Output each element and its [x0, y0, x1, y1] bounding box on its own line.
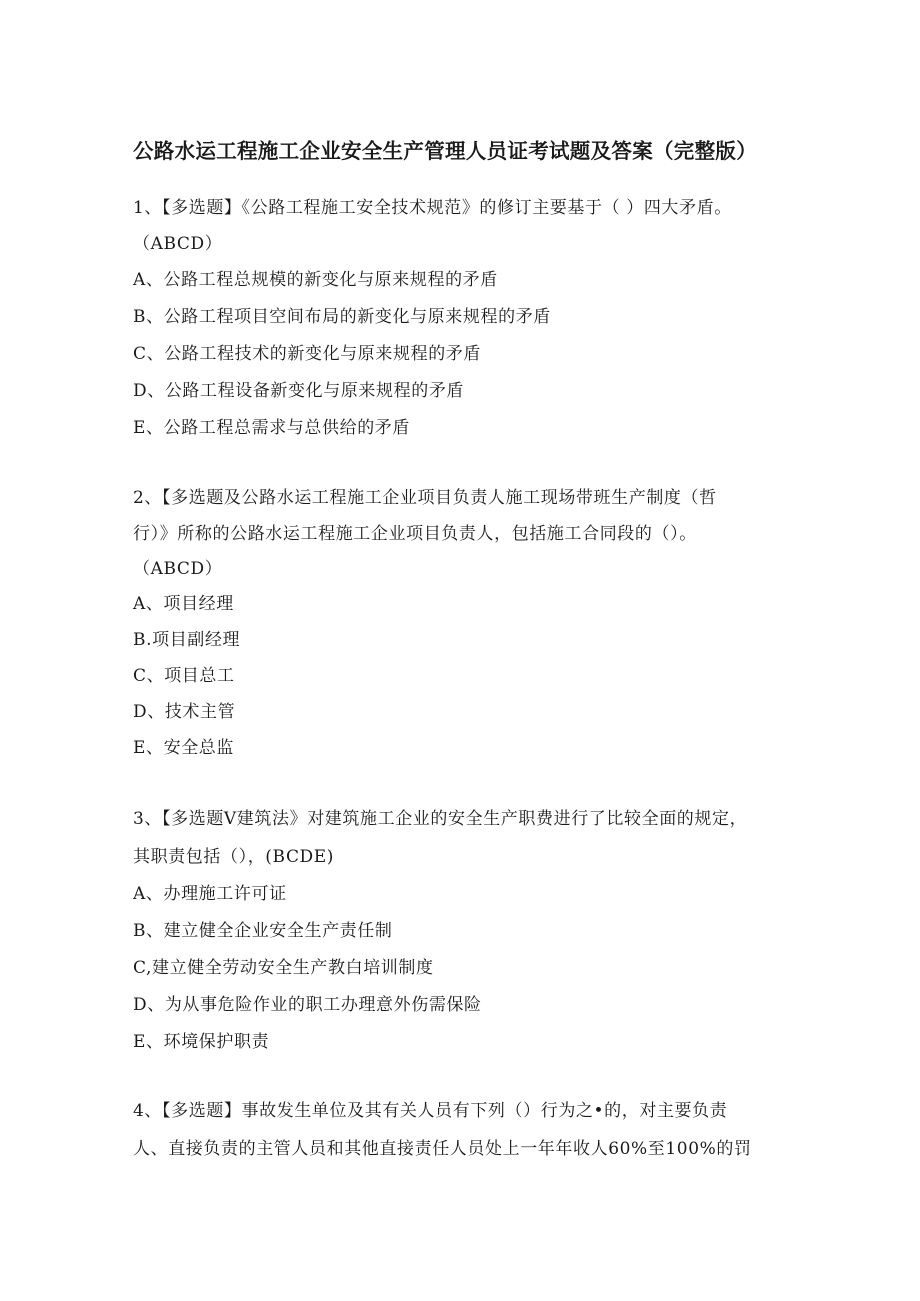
option-d: D、公路工程设备新变化与原来规程的矛盾 — [133, 381, 465, 401]
question-stem-line: 3、【多选题V建筑法》对建筑施工企业的安全生产职费进行了比较全面的规定， — [133, 809, 748, 829]
option-e: E、安全总监 — [133, 738, 235, 758]
question-1 — [133, 190, 793, 447]
option-a: A、公路工程总规模的新变化与原来规程的矛盾 — [133, 270, 498, 290]
option-e: E、公路工程总需求与总供给的矛盾 — [133, 418, 411, 438]
option-d: D、技术主管 — [133, 702, 236, 722]
option-list — [133, 586, 793, 766]
question-stem-line: 人、直接负责的主管人员和其他直接责任人员处上一年年收人60%至100%的罚 — [133, 1139, 752, 1159]
answer-key: （ABCD） — [133, 559, 223, 579]
option-list — [133, 876, 793, 1061]
question-stem-line: 2、【多选题及公路水运工程施工企业项目负责人施工现场带班生产制度（哲 — [133, 488, 717, 508]
option-d: D、为从事危险作业的职工办理意外伤需保险 — [133, 995, 482, 1015]
option-e: E、环境保护职责 — [133, 1032, 270, 1052]
document-title: 公路水运工程施工企业安全生产管理人员证考试题及答案（完整版） — [133, 139, 757, 163]
option-a: A、办理施工许可证 — [133, 884, 287, 904]
question-stem — [133, 800, 793, 876]
question-stem — [133, 1092, 793, 1168]
option-b: B、建立健全企业安全生产责任制 — [133, 921, 393, 941]
option-c: C,建立健全劳动安全生产教白培训制度 — [133, 958, 434, 978]
question-2 — [133, 480, 793, 766]
question-stem — [133, 480, 793, 586]
question-stem-line: 4、【多选题】事故发生单位及其有关人员有下列（）行为之•的，对主要负责 — [133, 1101, 728, 1121]
question-stem-line: 其职责包括（），(BCDE) — [133, 847, 335, 867]
answer-key: （ABCD） — [133, 234, 223, 254]
option-a: A、项目经理 — [133, 594, 234, 614]
question-4 — [133, 1092, 793, 1168]
option-c: C、公路工程技术的新变化与原来规程的矛盾 — [133, 344, 482, 364]
question-stem-line: 行）》所称的公路水运工程施工企业项目负责人，包括施工合同段的（）。 — [133, 524, 697, 544]
option-list — [133, 262, 793, 447]
option-b: B.项目副经理 — [133, 630, 241, 650]
question-3 — [133, 800, 793, 1061]
option-c: C、项目总工 — [133, 666, 235, 686]
question-stem-line: 1、【多选题】《公路工程施工安全技术规范》的修订主要基于（ ）四大矛盾。 — [133, 198, 732, 218]
question-stem — [133, 190, 793, 262]
option-b: B、公路工程项目空间布局的新变化与原来规程的矛盾 — [133, 307, 551, 327]
